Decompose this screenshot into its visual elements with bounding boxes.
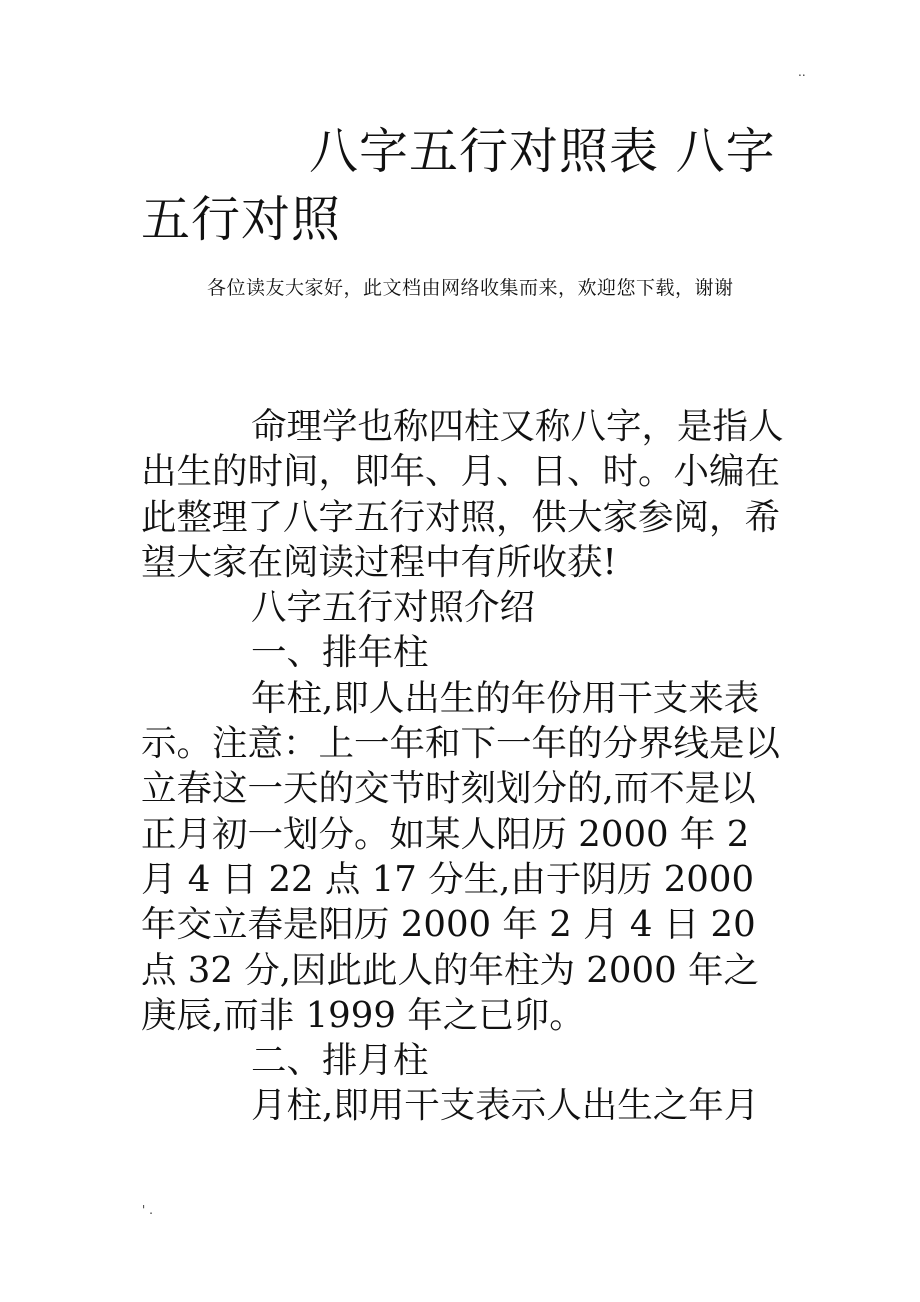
- header-mark: ..: [798, 65, 806, 79]
- paragraph-intro: 命理学也称四柱又称八字，是指人出生的时间，即年、月、日、时。小编在此整理了八字五行对照，供大家参阅，希望大家在阅读过程中有所收获!: [141, 406, 784, 583]
- footer-mark: ' .: [142, 1203, 153, 1217]
- section-heading-overview: 八字五行对照介绍: [251, 587, 536, 629]
- section-heading-year-pillar: 一、排年柱: [251, 632, 429, 674]
- document-body: [141, 404, 786, 1129]
- paragraph-year-pillar: 年柱,即人出生的年份用干支来表示。注意：上一年和下一年的分界线是以立春这一天的交节时刻划分的,而不是以正月初一划分。如某人阳历 2000 年 2 月 4 日 22 点 17 分生,由于阴历 2000 年交立春是阳历 2000 年 2 月 4 日 20 点 32 分,因此此人的年柱为 2000 年之庚辰,而非 1999 年之已卯。: [141, 677, 781, 1036]
- document-title: 八字五行对照表 八字五行对照: [141, 123, 776, 248]
- paragraph-month-pillar: 月柱,即用干支表示人出生之年月: [251, 1085, 760, 1127]
- section-heading-month-pillar: 二、排月柱: [251, 1040, 429, 1082]
- intro-note: 各位读友大家好，此文档由网络收集而来，欢迎您下载，谢谢: [207, 277, 734, 299]
